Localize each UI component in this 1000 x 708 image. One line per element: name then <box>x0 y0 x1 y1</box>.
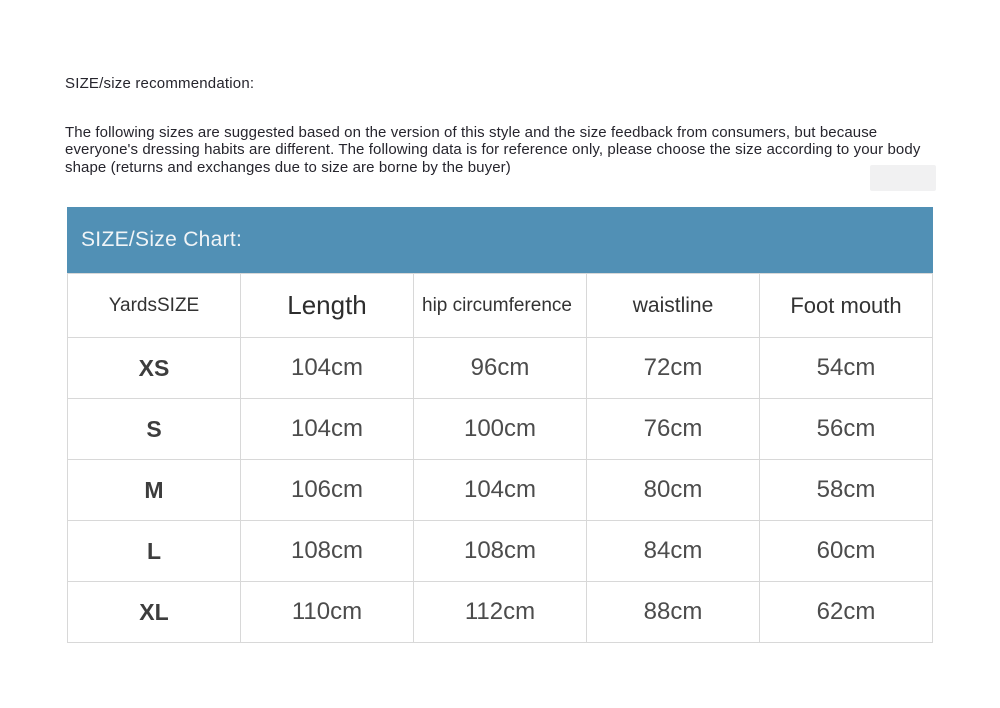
column-header-foot-mouth: Foot mouth <box>760 274 933 338</box>
hip-cell: 96cm <box>414 338 587 399</box>
table-row-xl <box>68 582 933 643</box>
size-cell: L <box>68 521 241 582</box>
length-cell: 104cm <box>241 338 414 399</box>
size-cell: S <box>68 399 241 460</box>
column-header-waistline: waistline <box>587 274 760 338</box>
length-cell: 104cm <box>241 399 414 460</box>
size-chart-title: SIZE/Size Chart: <box>81 228 243 251</box>
foot-cell: 54cm <box>760 338 933 399</box>
size-cell: XS <box>68 338 241 399</box>
foot-cell: 56cm <box>760 399 933 460</box>
table-row-l <box>68 521 933 582</box>
column-header-length: Length <box>241 274 414 338</box>
waist-cell: 76cm <box>587 399 760 460</box>
table-row-m <box>68 460 933 521</box>
hip-cell: 108cm <box>414 521 587 582</box>
waist-cell: 80cm <box>587 460 760 521</box>
foot-cell: 62cm <box>760 582 933 643</box>
size-cell: M <box>68 460 241 521</box>
table-header-row <box>68 274 933 338</box>
hip-cell: 100cm <box>414 399 587 460</box>
page-heading: SIZE/size recommendation: <box>65 75 255 92</box>
length-cell: 106cm <box>241 460 414 521</box>
waist-cell: 88cm <box>587 582 760 643</box>
waist-cell: 84cm <box>587 521 760 582</box>
length-cell: 108cm <box>241 521 414 582</box>
table-row-xs <box>68 338 933 399</box>
intro-paragraph: The following sizes are suggested based on the version of this style and the size feedback from consumers, but because everyone's dressing habits are different. The following data is for reference only, please choose the size according to your body shape (returns and exchanges due to size are borne by the buyer) <box>65 124 921 176</box>
waist-cell: 72cm <box>587 338 760 399</box>
size-cell: XL <box>68 582 241 643</box>
size-chart-title-bar <box>67 207 933 273</box>
foot-cell: 60cm <box>760 521 933 582</box>
length-cell: 110cm <box>241 582 414 643</box>
column-header-hip-circumference: hip circumference <box>414 274 587 338</box>
size-chart-table <box>67 273 933 643</box>
table-row-s <box>68 399 933 460</box>
column-header-yardssize: YardsSIZE <box>68 274 241 338</box>
foot-cell: 58cm <box>760 460 933 521</box>
hip-cell: 112cm <box>414 582 587 643</box>
hip-cell: 104cm <box>414 460 587 521</box>
